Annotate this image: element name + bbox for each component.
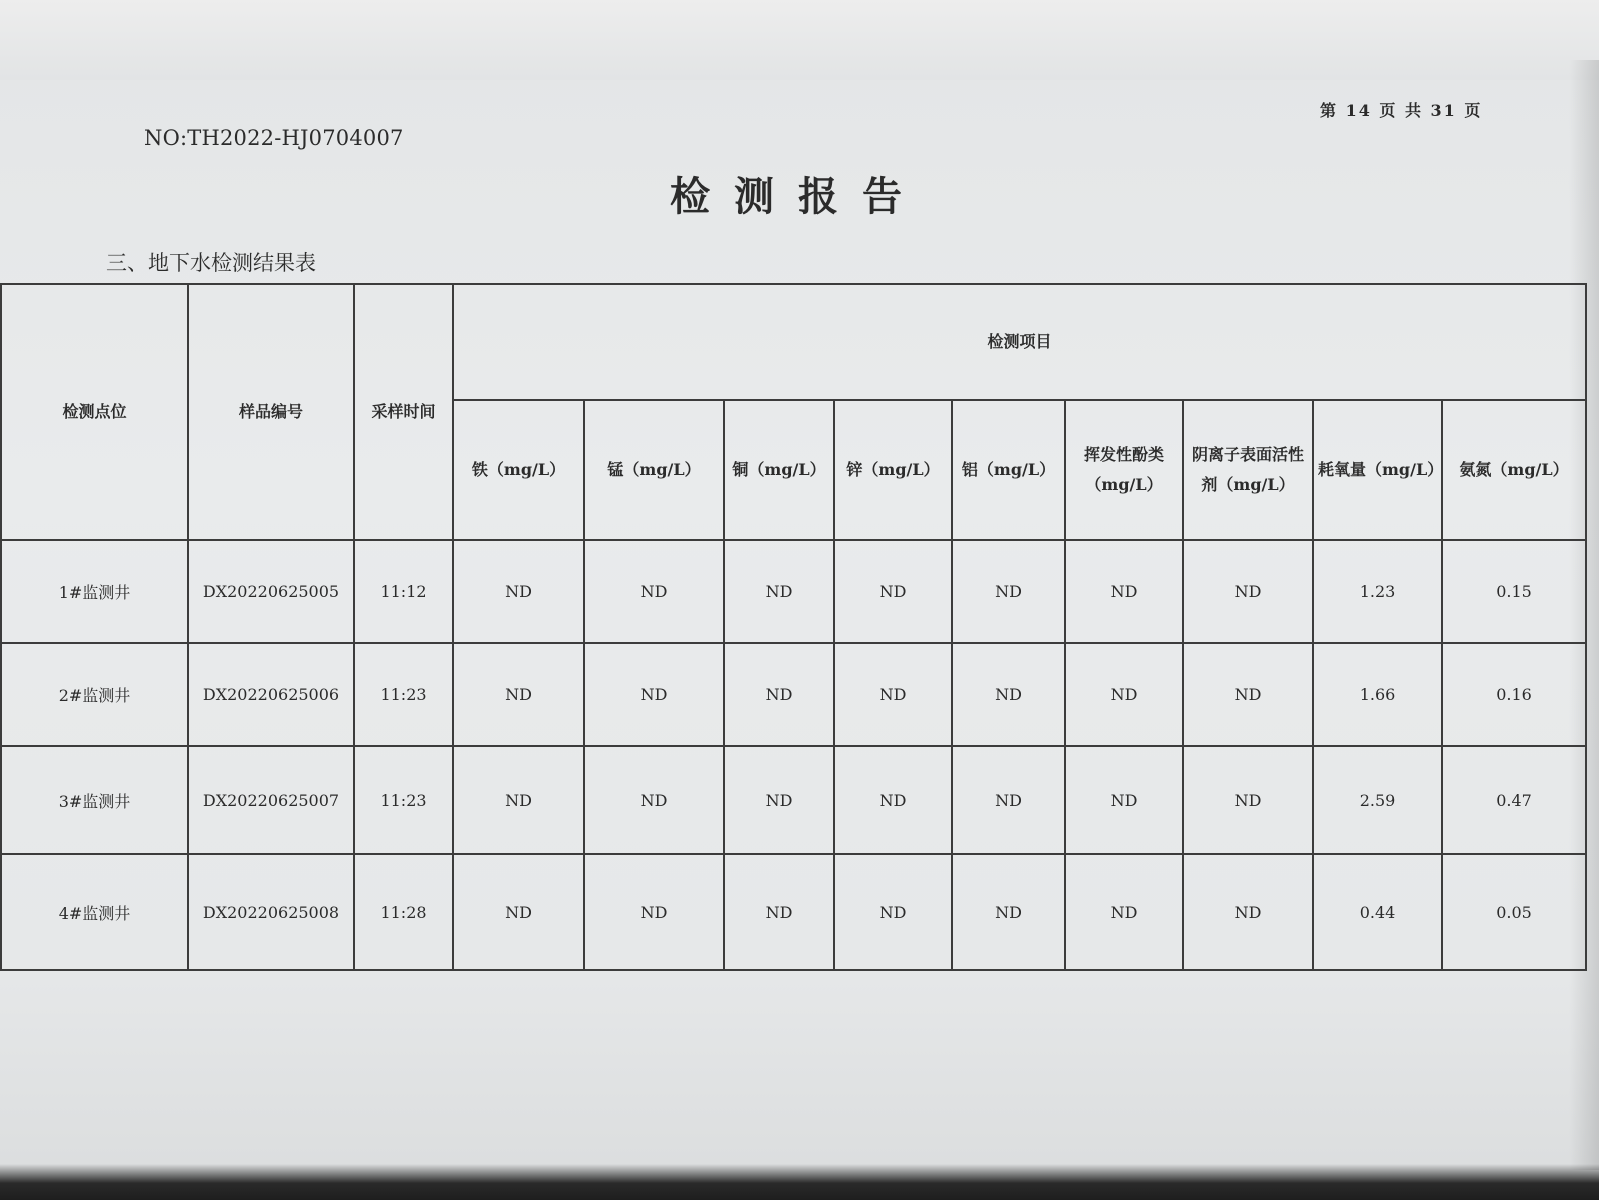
cell-value: ND [952, 746, 1065, 854]
cell-value: ND [834, 746, 952, 854]
red-stamp-fragment [585, 1170, 815, 1180]
header-sampling-time: 采样时间 [354, 284, 453, 540]
page-top-shadow [0, 0, 1599, 80]
cell-value: ND [453, 746, 584, 854]
cell-sample-id: DX20220625007 [188, 746, 354, 854]
header-item-volatile-phenols: 挥发性酚类（mg/L） [1065, 400, 1183, 540]
cell-time: 11:12 [354, 540, 453, 643]
cell-value: ND [1183, 854, 1313, 970]
cell-time: 11:23 [354, 746, 453, 854]
cell-value: 0.47 [1442, 746, 1586, 854]
report-number: NO:TH2022-HJ0704007 [144, 126, 404, 150]
cell-value: ND [724, 854, 834, 970]
header-item-ammonia-nitrogen: 氨氮（mg/L） [1442, 400, 1586, 540]
cell-value: ND [952, 854, 1065, 970]
header-item-manganese: 锰（mg/L） [584, 400, 724, 540]
cell-value: 1.23 [1313, 540, 1442, 643]
cell-value: ND [1065, 854, 1183, 970]
cell-sample-id: DX20220625008 [188, 854, 354, 970]
report-title: 检测报告 [670, 173, 926, 220]
cell-value: ND [584, 643, 724, 746]
cell-value: ND [1183, 746, 1313, 854]
page-counter: 第 14 页 共 31 页 [1320, 101, 1483, 120]
cell-value: ND [834, 854, 952, 970]
header-item-zinc: 锌（mg/L） [834, 400, 952, 540]
cell-value: ND [1065, 746, 1183, 854]
header-item-anionic-surfactant: 阴离子表面活性剂（mg/L） [1183, 400, 1313, 540]
header-sample-id: 样品编号 [188, 284, 354, 540]
cell-sample-id: DX20220625006 [188, 643, 354, 746]
header-item-copper: 铜（mg/L） [724, 400, 834, 540]
cell-value: ND [584, 540, 724, 643]
cell-value: ND [1183, 643, 1313, 746]
cell-sample-id: DX20220625005 [188, 540, 354, 643]
header-item-iron: 铁（mg/L） [453, 400, 584, 540]
table-row [1, 854, 1586, 970]
cell-value: ND [834, 540, 952, 643]
table-row [1, 540, 1586, 643]
cell-time: 11:28 [354, 854, 453, 970]
cell-value: ND [724, 746, 834, 854]
cell-value: 2.59 [1313, 746, 1442, 854]
cell-value: ND [584, 746, 724, 854]
cell-location: 1#监测井 [1, 540, 188, 643]
cell-value: ND [952, 643, 1065, 746]
cell-value: ND [453, 643, 584, 746]
cell-value: ND [1065, 540, 1183, 643]
header-item-oxygen-consumption: 耗氧量（mg/L） [1313, 400, 1442, 540]
cell-value: ND [584, 854, 724, 970]
cell-value: 0.44 [1313, 854, 1442, 970]
cell-time: 11:23 [354, 643, 453, 746]
cell-value: 0.16 [1442, 643, 1586, 746]
cell-value: ND [453, 854, 584, 970]
header-item-aluminum: 铝（mg/L） [952, 400, 1065, 540]
cell-value: ND [724, 540, 834, 643]
section-heading: 三、地下水检测结果表 [106, 251, 316, 275]
cell-value: ND [952, 540, 1065, 643]
cell-value: ND [1183, 540, 1313, 643]
cell-value: 0.15 [1442, 540, 1586, 643]
cell-location: 4#监测井 [1, 854, 188, 970]
cell-location: 2#监测井 [1, 643, 188, 746]
header-items-group: 检测项目 [453, 284, 1586, 400]
cell-value: ND [453, 540, 584, 643]
table-row [1, 643, 1586, 746]
table-row [1, 746, 1586, 854]
cell-value: ND [834, 643, 952, 746]
cell-value: ND [1065, 643, 1183, 746]
results-table [0, 283, 1587, 971]
header-location: 检测点位 [1, 284, 188, 540]
cell-value: 1.66 [1313, 643, 1442, 746]
cell-location: 3#监测井 [1, 746, 188, 854]
cell-value: 0.05 [1442, 854, 1586, 970]
cell-value: ND [724, 643, 834, 746]
header-row-group [1, 284, 1586, 400]
